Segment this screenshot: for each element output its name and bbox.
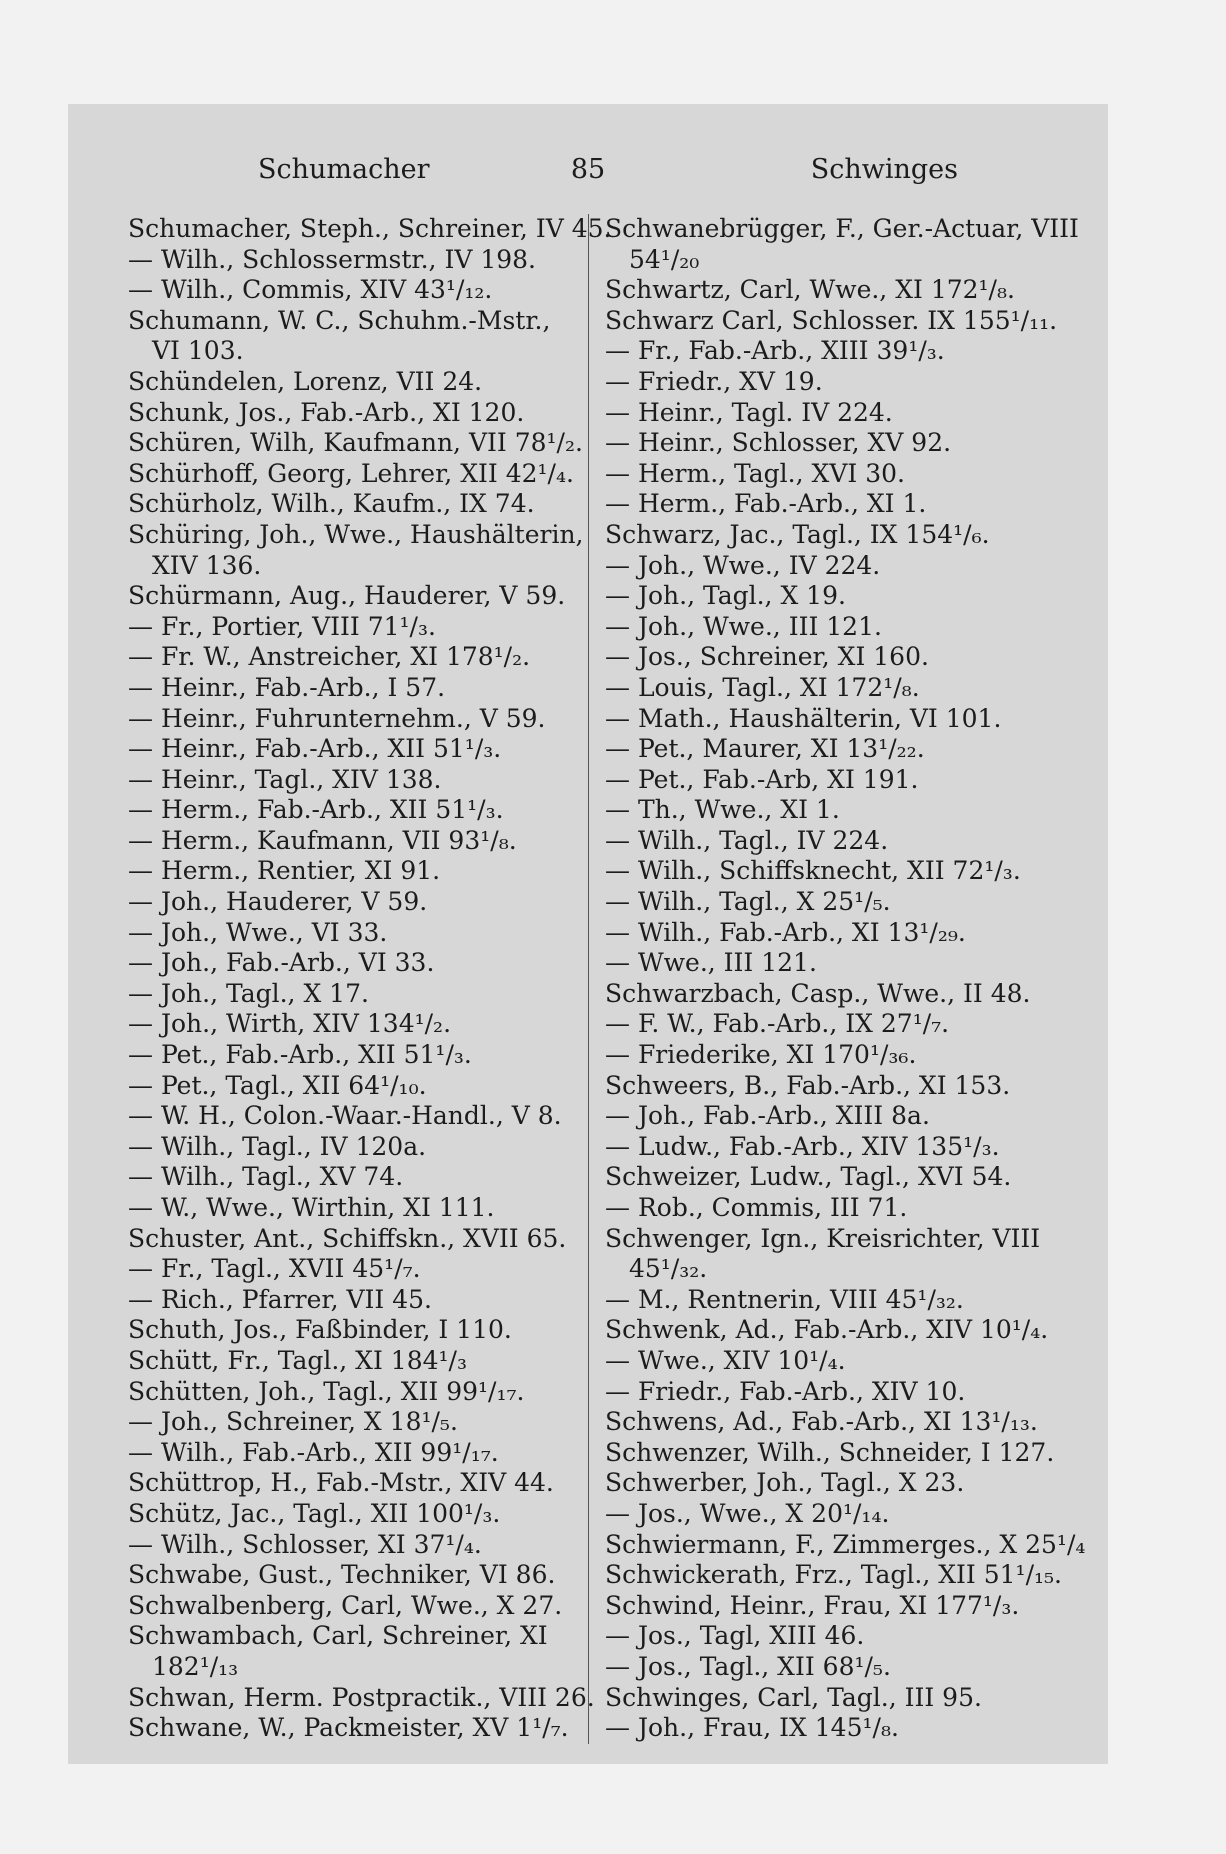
- directory-entry: 182¹/₁₃: [152, 1651, 239, 1681]
- directory-entry: VI 103.: [152, 336, 244, 366]
- directory-entry: Schwarz Carl, Schlosser. IX 155¹/₁₁.: [605, 305, 1058, 335]
- directory-entry: Schwerber, Joh., Tagl., X 23.: [605, 1468, 965, 1498]
- directory-entry: — Joh., Wwe., VI 33.: [128, 917, 388, 947]
- directory-entry: Schütt, Fr., Tagl., XI 184¹/₃: [128, 1345, 467, 1375]
- directory-entry: — Jos., Tagl., XII 68¹/₅.: [605, 1651, 891, 1681]
- directory-entry: — Joh., Tagl., X 17.: [128, 978, 369, 1008]
- page: [68, 104, 1108, 1764]
- directory-entry: — Herm., Fab.-Arb., XI 1.: [605, 489, 927, 519]
- directory-entry: — W. H., Colon.-Waar.-Handl., V 8.: [128, 1101, 562, 1131]
- directory-columns: [128, 214, 1086, 1744]
- directory-entry: — Friedr., XV 19.: [605, 366, 823, 396]
- left-column: [128, 214, 612, 1744]
- directory-entry: Schütz, Jac., Tagl., XII 100¹/₃.: [128, 1498, 501, 1528]
- directory-entry: — Wilh., Tagl., XV 74.: [128, 1162, 404, 1192]
- page-content: [128, 154, 1086, 1744]
- directory-entry: — Fr., Portier, VIII 71¹/₃.: [128, 611, 436, 641]
- directory-entry: — Heinr., Schlosser, XV 92.: [605, 428, 952, 458]
- directory-entry: Schwane, W., Packmeister, XV 1¹/₇.: [128, 1713, 569, 1743]
- directory-entry: — Wilh., Schlosser, XI 37¹/₄.: [128, 1529, 482, 1559]
- directory-entry: — Wilh., Schiffsknecht, XII 72¹/₃.: [605, 856, 1021, 886]
- directory-entry: Schwenzer, Wilh., Schneider, I 127.: [605, 1437, 1055, 1467]
- directory-entry: — Rich., Pfarrer, VII 45.: [128, 1284, 432, 1314]
- directory-entry: Schwickerath, Frz., Tagl., XII 51¹/₁₅.: [605, 1560, 1062, 1590]
- directory-entry: — Joh., Fab.-Arb., VI 33.: [128, 948, 435, 978]
- directory-entry: Schumacher, Steph., Schreiner, IV 45.: [128, 214, 612, 243]
- header-right-keyword: Schwinges: [810, 154, 958, 185]
- directory-entry: Schürmann, Aug., Hauderer, V 59.: [128, 581, 566, 611]
- directory-entry: — Wilh., Fab.-Arb., XI 13¹/₂₉.: [605, 917, 966, 947]
- directory-entry: Schwambach, Carl, Schreiner, XI: [128, 1621, 548, 1651]
- directory-entry: Schwarzbach, Casp., Wwe., II 48.: [605, 978, 1031, 1008]
- directory-entry: — Jos., Wwe., X 20¹/₁₄.: [605, 1498, 890, 1528]
- directory-entry: — Fr., Tagl., XVII 45¹/₇.: [128, 1254, 421, 1284]
- directory-entry: Schwind, Heinr., Frau, XI 177¹/₃.: [605, 1590, 1020, 1620]
- directory-entry: — Heinr., Tagl. IV 224.: [605, 397, 893, 427]
- directory-entry: — F. W., Fab.-Arb., IX 27¹/₇.: [605, 1009, 950, 1039]
- directory-entry: Schweizer, Ludw., Tagl., XVI 54.: [605, 1162, 1012, 1192]
- directory-entry: — Joh., Hauderer, V 59.: [128, 887, 428, 917]
- directory-entry: Schündelen, Lorenz, VII 24.: [128, 366, 483, 396]
- directory-entry: — Joh., Tagl., X 19.: [605, 581, 846, 611]
- directory-entry: Schuth, Jos., Faßbinder, I 110.: [128, 1315, 512, 1345]
- directory-entry: — Rob., Commis, III 71.: [605, 1193, 908, 1222]
- directory-entry: Schwabe, Gust., Techniker, VI 86.: [128, 1560, 556, 1590]
- directory-entry: — Friedr., Fab.-Arb., XIV 10.: [605, 1376, 966, 1406]
- directory-entry: — Fr., Fab.-Arb., XIII 39¹/₃.: [605, 336, 945, 366]
- directory-entry: Schürhoff, Georg, Lehrer, XII 42¹/₄.: [128, 458, 574, 488]
- directory-entry: Schüren, Wilh, Kaufmann, VII 78¹/₂.: [128, 428, 583, 458]
- directory-entry: — Ludw., Fab.-Arb., XIV 135¹/₃.: [605, 1131, 1000, 1161]
- directory-entry: — Jos., Tagl, XIII 46.: [605, 1621, 865, 1651]
- directory-entry: — Wilh., Tagl., X 25¹/₅.: [605, 887, 891, 917]
- directory-entry: Schwenk, Ad., Fab.-Arb., XIV 10¹/₄.: [605, 1315, 1049, 1345]
- directory-entry: Schuster, Ant., Schiffskn., XVII 65.: [128, 1223, 567, 1253]
- page-number: 85: [570, 154, 606, 185]
- directory-entry: Schwens, Ad., Fab.-Arb., XI 13¹/₁₃.: [605, 1407, 1038, 1437]
- page-header: [128, 154, 1048, 214]
- directory-entry: — M., Rentnerin, VIII 45¹/₃₂.: [605, 1284, 964, 1314]
- directory-entry: — Louis, Tagl., XI 172¹/₈.: [605, 672, 920, 702]
- directory-entry: Schwarz, Jac., Tagl., IX 154¹/₆.: [605, 519, 990, 549]
- directory-entry: — Friederike, XI 170¹/₃₆.: [605, 1040, 917, 1070]
- directory-entry: — Heinr., Tagl., XIV 138.: [128, 764, 442, 794]
- directory-entry: — Pet., Fab.-Arb., XII 51¹/₃.: [128, 1040, 472, 1070]
- directory-entry: — Wwe., III 121.: [605, 948, 817, 978]
- directory-entry: — Th., Wwe., XI 1.: [605, 795, 840, 825]
- directory-entry: Schürholz, Wilh., Kaufm., IX 74.: [128, 489, 535, 519]
- directory-entry: Schunk, Jos., Fab.-Arb., XI 120.: [128, 397, 525, 427]
- directory-entry: — Joh., Schreiner, X 18¹/₅.: [128, 1407, 458, 1437]
- directory-entry: Schwartz, Carl, Wwe., XI 172¹/₈.: [605, 275, 1015, 305]
- directory-entry: Schwalbenberg, Carl, Wwe., X 27.: [128, 1590, 563, 1620]
- directory-entry: 45¹/₃₂.: [629, 1254, 708, 1284]
- directory-entry: — Pet., Fab.-Arb, XI 191.: [605, 764, 919, 794]
- header-left-keyword: Schumacher: [258, 154, 430, 185]
- directory-entry: XIV 136.: [152, 550, 262, 580]
- directory-entry: — Wilh., Schlossermstr., IV 198.: [128, 244, 536, 274]
- directory-entry: — Heinr., Fab.-Arb., I 57.: [128, 672, 446, 702]
- directory-entry: Schüring, Joh., Wwe., Haushälterin,: [128, 519, 584, 549]
- directory-entry: — Joh., Wirth, XIV 134¹/₂.: [128, 1009, 452, 1039]
- directory-entry: — Heinr., Fuhrunternehm., V 59.: [128, 703, 546, 733]
- directory-entry: — Fr. W., Anstreicher, XI 178¹/₂.: [128, 642, 531, 672]
- directory-entry: Schwanebrügger, F., Ger.-Actuar, VIII: [605, 214, 1079, 243]
- directory-entry: — Herm., Kaufmann, VII 93¹/₈.: [128, 825, 517, 855]
- directory-entry: — Joh., Wwe., III 121.: [605, 611, 882, 641]
- directory-entry: — Joh., Wwe., IV 224.: [605, 550, 881, 580]
- directory-entry: — Wilh., Fab.-Arb., XII 99¹/₁₇.: [128, 1437, 499, 1467]
- directory-entry: — Math., Haushälterin, VI 101.: [605, 703, 1002, 733]
- directory-entry: Schüttrop, H., Fab.-Mstr., XIV 44.: [128, 1468, 554, 1498]
- directory-entry: — Heinr., Fab.-Arb., XII 51¹/₃.: [128, 734, 502, 764]
- directory-entry: — Joh., Frau, IX 145¹/₈.: [605, 1713, 899, 1743]
- directory-entry: — Pet., Tagl., XII 64¹/₁₀.: [128, 1070, 427, 1100]
- directory-entry: — Herm., Tagl., XVI 30.: [605, 458, 905, 488]
- directory-entry: — Wilh., Tagl., IV 120a.: [128, 1131, 427, 1161]
- directory-entry: Schwenger, Ign., Kreisrichter, VIII: [605, 1223, 1041, 1253]
- directory-entry: Schumann, W. C., Schuhm.-Mstr.,: [128, 305, 551, 335]
- directory-entry: — Wilh., Tagl., IV 224.: [605, 825, 889, 855]
- directory-entry: — Herm., Fab.-Arb., XII 51¹/₃.: [128, 795, 504, 825]
- right-column: [588, 214, 1086, 1744]
- directory-entry: — Herm., Rentier, XI 91.: [128, 856, 441, 886]
- directory-entry: Schwiermann, F., Zimmerges., X 25¹/₄: [605, 1529, 1086, 1559]
- directory-entry: Schwinges, Carl, Tagl., III 95.: [605, 1682, 982, 1712]
- directory-entry: — W., Wwe., Wirthin, XI 111.: [128, 1193, 495, 1222]
- directory-entry: — Jos., Schreiner, XI 160.: [605, 642, 929, 672]
- directory-entry: — Pet., Maurer, XI 13¹/₂₂.: [605, 734, 925, 764]
- directory-entry: Schweers, B., Fab.-Arb., XI 153.: [605, 1070, 1011, 1100]
- directory-entry: — Wwe., XIV 10¹/₄.: [605, 1345, 846, 1375]
- directory-entry: Schwan, Herm. Postpractik., VIII 26.: [128, 1682, 595, 1712]
- directory-entry: Schütten, Joh., Tagl., XII 99¹/₁₇.: [128, 1376, 525, 1406]
- directory-entry: — Wilh., Commis, XIV 43¹/₁₂.: [128, 275, 493, 305]
- directory-entry: — Joh., Fab.-Arb., XIII 8a.: [605, 1101, 930, 1131]
- directory-entry: 54¹/₂₀: [629, 244, 700, 274]
